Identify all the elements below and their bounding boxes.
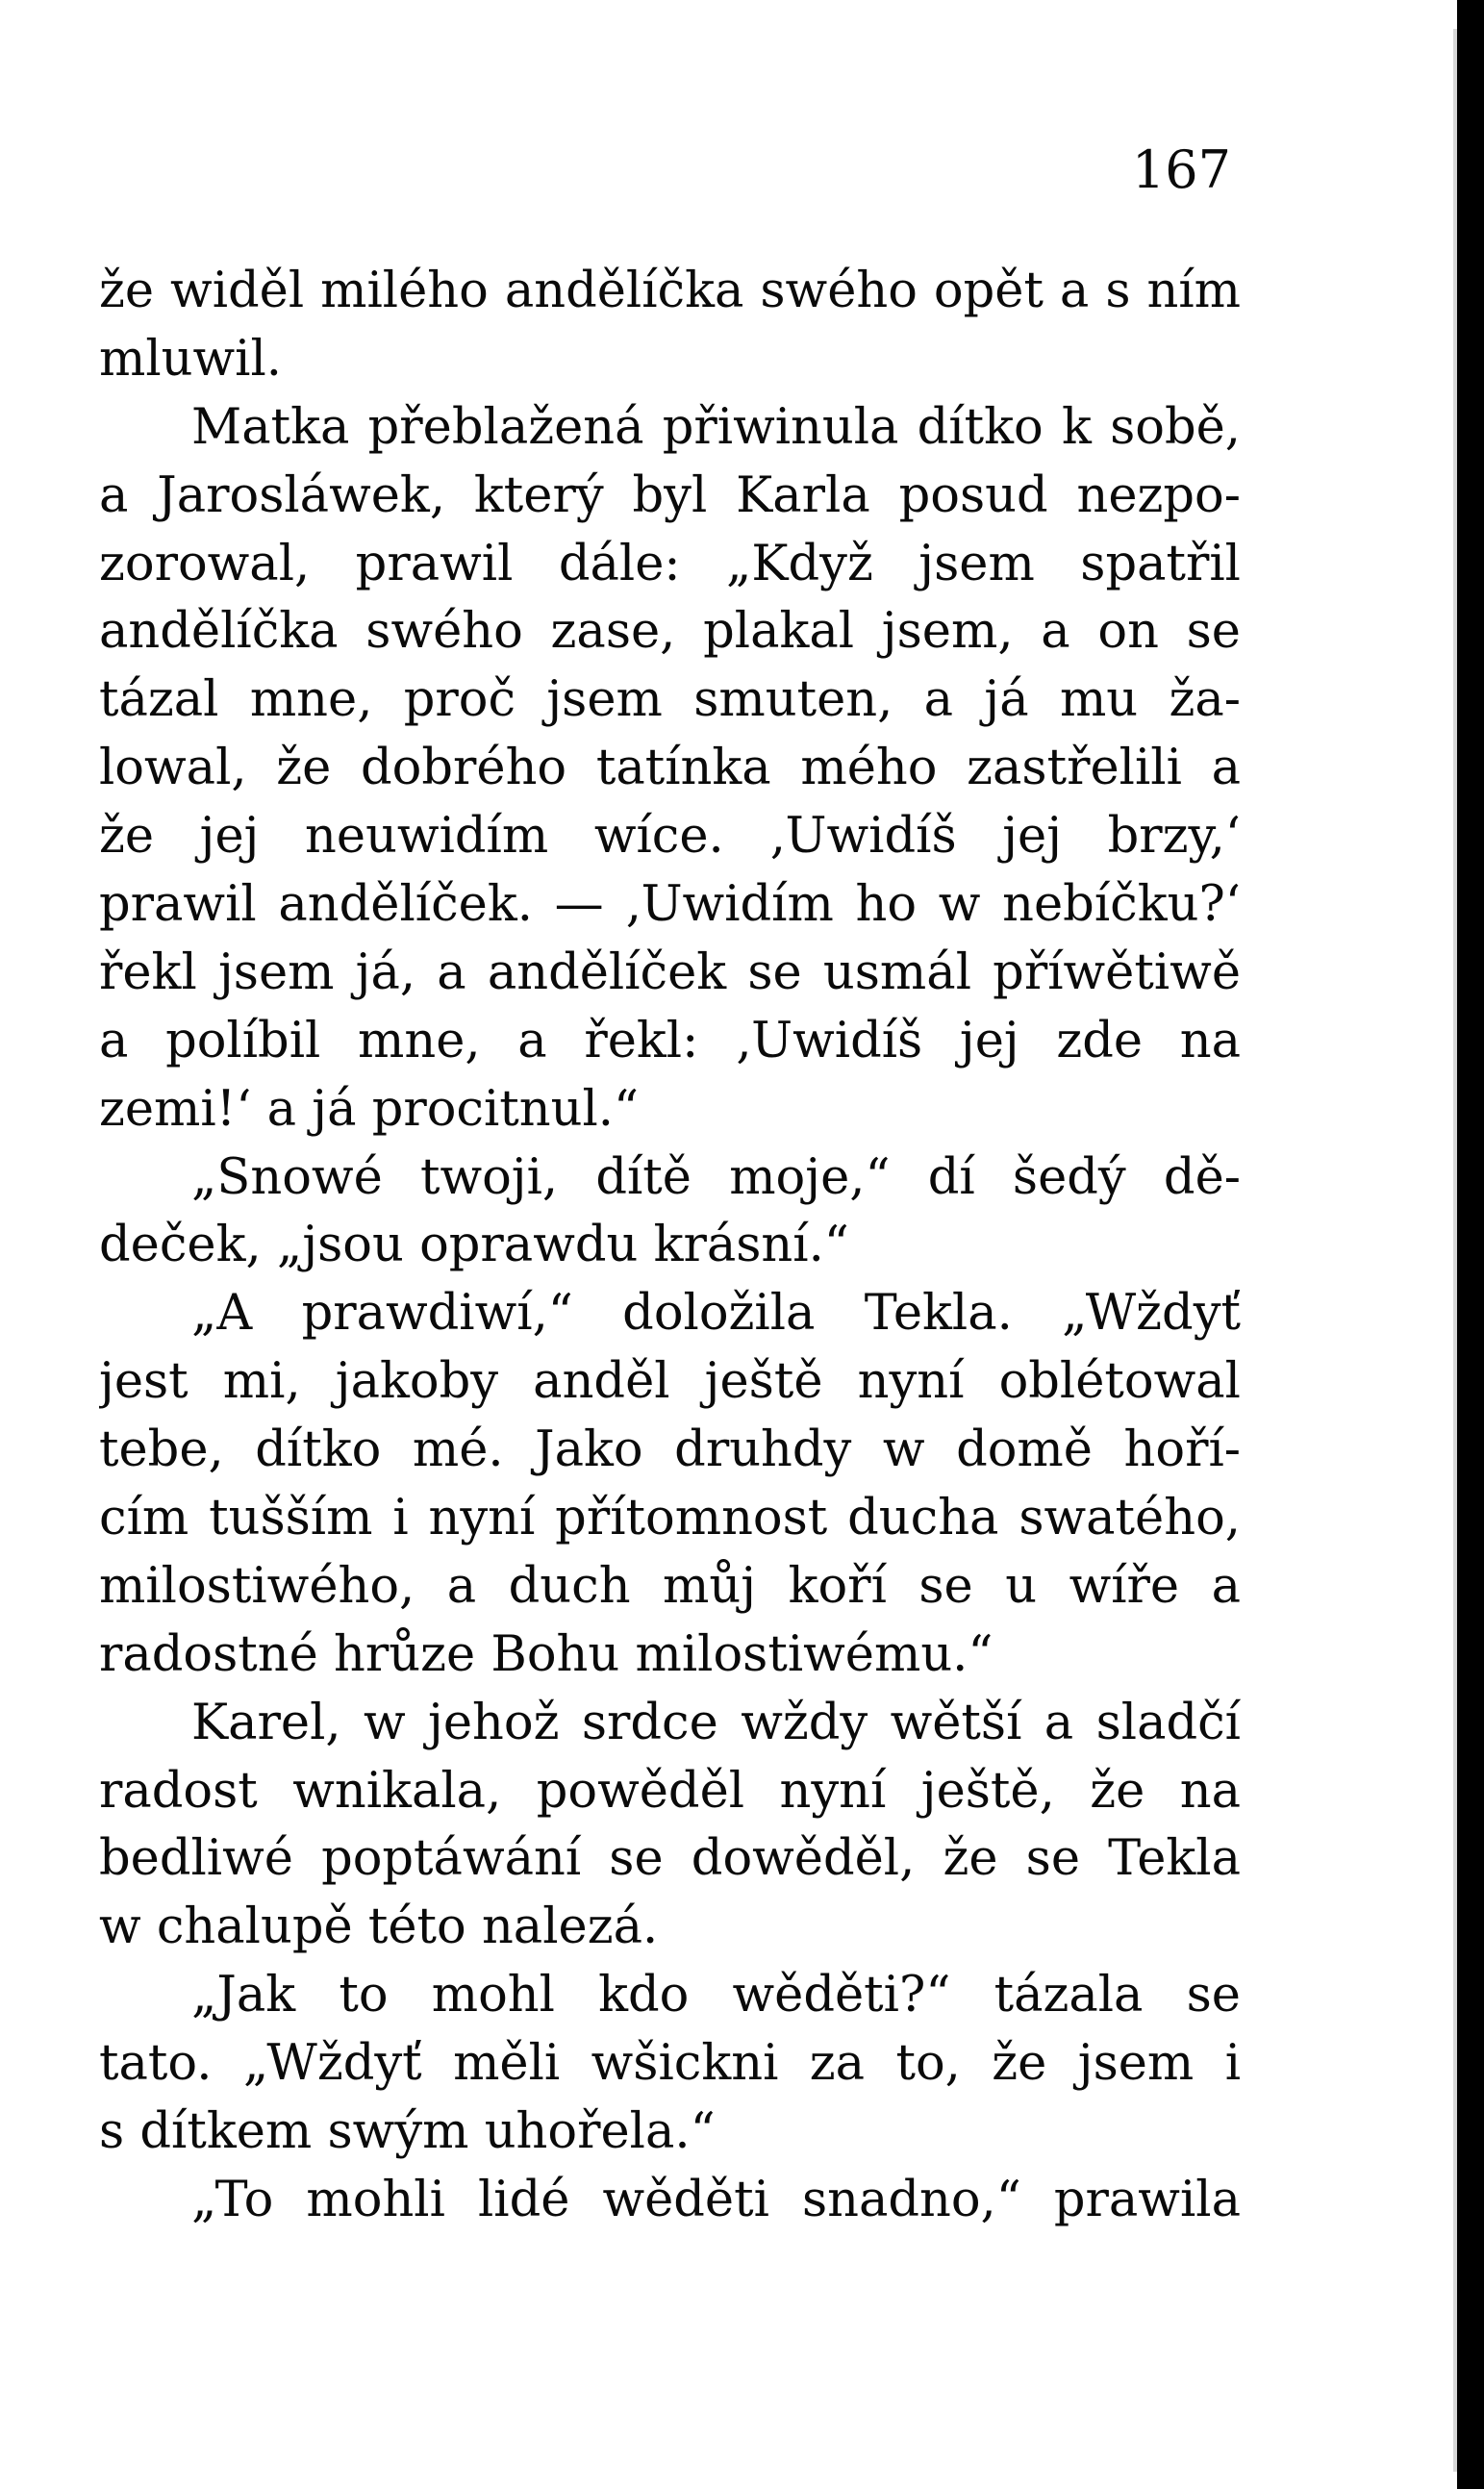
text-line: „Jak to mohl kdo wěděti?“ tázala se <box>191 1967 1241 2024</box>
page-number: 167 <box>1131 139 1231 200</box>
text-line: andělíčka swého zase, plakal jsem, a on se <box>99 603 1241 661</box>
text-line: mluwil. <box>99 330 283 388</box>
text-line: a políbil mne, a řekl: ‚Uwidíš jej zde na <box>99 1012 1241 1069</box>
text-line: tato. „Wždyť měli wšickni za to, že jsem i <box>99 2035 1241 2093</box>
text-line: a Jarosláwek, který byl Karla posud nezpo- <box>99 466 1241 524</box>
text-line: lowal, že dobrého tatínka mého zastřelili a <box>99 740 1241 797</box>
text-line: „A prawdiwí,“ doložila Tekla. „Wždyť <box>191 1285 1241 1343</box>
body-text <box>99 258 1241 2235</box>
text-line: zorowal, prawil dále: „Když jsem spatřil <box>99 535 1241 592</box>
text-line: Karel, w jehož srdce wždy wětší a sladčí <box>191 1694 1241 1751</box>
text-line: „To mohli lidé wěděti snadno,“ prawila <box>191 2171 1241 2228</box>
text-line: deček, „jsou oprawdu krásní.“ <box>99 1217 849 1274</box>
text-line: tázal mne, proč jsem smuten, a já mu ža- <box>99 671 1241 729</box>
text-line: radostné hrůze Bohu milostiwému.“ <box>99 1625 994 1683</box>
text-line: Matka přeblažená přiwinula dítko k sobě, <box>191 398 1241 456</box>
scan-border <box>1457 0 1484 2489</box>
text-line: s dítkem swým uhořela.“ <box>99 2103 716 2161</box>
text-line: že jej neuwidím wíce. ‚Uwidíš jej brzy,‘ <box>99 808 1241 866</box>
text-line: cím tušším i nyní přítomnost ducha swatého, <box>99 1490 1241 1547</box>
text-line: w chalupě této nalezá. <box>99 1898 659 1956</box>
text-line: že widěl milého andělíčka swého opět a s ním <box>99 263 1241 319</box>
text-line: řekl jsem já, a andělíček se usmál příwětiwě <box>99 943 1241 1001</box>
text-line: bedliwé poptáwání se dowěděl, že se Tekla <box>99 1830 1241 1888</box>
text-line: radost wnikala, powěděl nyní ještě, že na <box>99 1762 1241 1820</box>
text-line: „Snowé twoji, dítě moje,“ dí šedý dě- <box>191 1148 1241 1206</box>
text-line: prawil andělíček. — ‚Uwidím ho w nebíčku?‘ <box>99 876 1241 934</box>
text-line: tebe, dítko mé. Jako druhdy w domě hoří- <box>99 1421 1241 1479</box>
text-line: zemi!‘ a já procitnul.“ <box>99 1080 640 1138</box>
text-line: jest mi, jakoby anděl ještě nyní oblétowal <box>99 1353 1241 1411</box>
text-line: milostiwého, a duch můj koří se u wíře a <box>99 1557 1241 1615</box>
